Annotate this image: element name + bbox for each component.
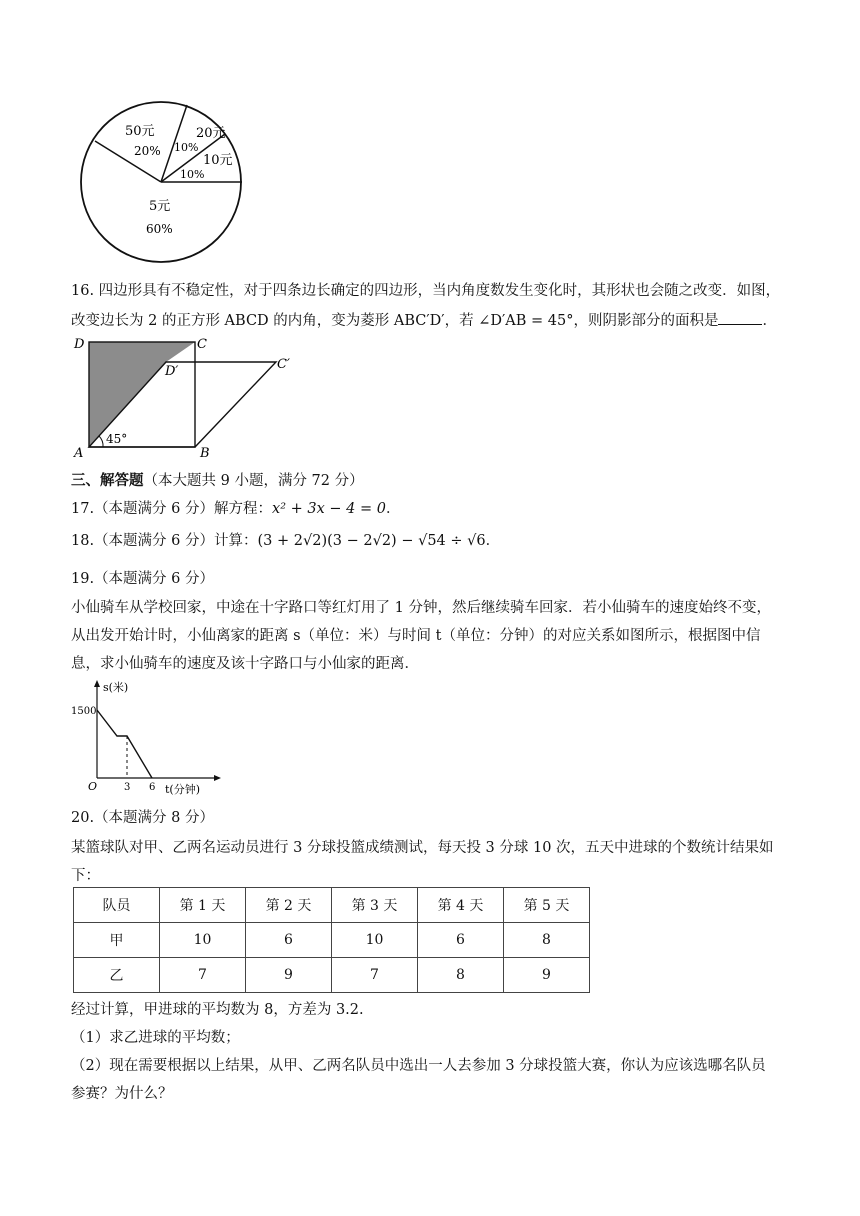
q16-line2 (71, 309, 777, 330)
table-cell: 7 (332, 958, 418, 993)
x-axis-label: t(分钟) (165, 783, 201, 796)
pie-label-50: 50元 (125, 124, 155, 139)
table-cell: 9 (504, 958, 590, 993)
y-axis-arrow (94, 680, 100, 687)
pie-pct-10: 10% (180, 168, 205, 181)
q20-line2: 下： (71, 868, 100, 884)
table-header-cell: 第 2 天 (246, 888, 332, 923)
table-row (74, 958, 590, 993)
x-axis-arrow (214, 775, 221, 781)
y-axis-label: s(米) (103, 681, 129, 694)
table-cell: 6 (418, 923, 504, 958)
table-header-cell: 第 1 天 (160, 888, 246, 923)
table-header-cell: 队员 (74, 888, 160, 923)
q18 (71, 529, 500, 550)
pie-label-5: 5元 (149, 199, 171, 214)
table-cell: 6 (246, 923, 332, 958)
label-D: D (74, 337, 85, 352)
q19-header: 19.（本题满分 6 分） (71, 571, 215, 587)
q20-sub2-line2: 参赛？为什么？ (71, 1086, 173, 1102)
pie-pct-50: 20% (134, 144, 161, 158)
table-header-cell: 第 5 天 (504, 888, 590, 923)
table-cell: 8 (418, 958, 504, 993)
q16-line1: 16. 四边形具有不稳定性，对于四条边长确定的四边形，当内角度数发生变化时，其形状也会随之改变．如图， (71, 283, 781, 299)
section-note: （本大题共 9 小题，满分 72 分） (143, 473, 364, 489)
q17-equation: x² + 3x − 4 = 0 (272, 501, 386, 517)
table-cell: 7 (160, 958, 246, 993)
pie-label-20: 20元 (196, 126, 226, 141)
shaded-region (89, 342, 195, 447)
pie-pct-5: 60% (146, 222, 173, 236)
q18-prefix: 18.（本题满分 6 分）计算： (71, 533, 258, 549)
x-tick-3: 3 (124, 782, 131, 793)
section-heading (71, 469, 364, 490)
label-B: B (200, 446, 210, 460)
angle-arc (99, 436, 103, 447)
table-row (74, 923, 590, 958)
label-C: C (197, 337, 207, 352)
q17-suffix: ． (385, 501, 401, 517)
q16-line2-text: 改变边长为 2 的正方形 ABCD 的内角，变为菱形 ABC′D′，若 ∠D′AB = 45°，则阴影部分的面积是 (71, 313, 719, 329)
q17 (71, 497, 400, 518)
table-cell: 甲 (74, 923, 160, 958)
table-cell: 10 (332, 923, 418, 958)
q20-sub2-line1: （2）现在需要根据以上结果，从甲、乙两名队员中选出一人去参加 3 分球投篮大赛，你认为应该选哪名队员 (71, 1058, 766, 1074)
q16-line2-end: ． (762, 313, 777, 329)
q20-header: 20.（本题满分 8 分） (71, 810, 215, 826)
section-title: 三、解答题 (71, 472, 144, 489)
pie-label-10: 10元 (203, 153, 233, 168)
q18-expression: (3 + 2√2)(3 − 2√2) − √54 ÷ √6 (257, 533, 486, 549)
table-cell: 乙 (74, 958, 160, 993)
score-table (73, 887, 590, 993)
q20-sub1: （1）求乙进球的平均数； (71, 1030, 240, 1046)
pie-pct-20: 10% (174, 141, 199, 154)
table-cell: 10 (160, 923, 246, 958)
angle-label: 45° (106, 432, 128, 446)
q19-line2: 从出发开始计时，小仙离家的距离 s（单位：米）与时间 t（单位：分钟）的对应关系如图所示，根据图中信 (71, 628, 761, 644)
q19-line3: 息，求小仙骑车的速度及该十字路口与小仙家的距离． (71, 656, 419, 672)
graph-line (97, 710, 152, 778)
table-header-row (74, 888, 590, 923)
origin-label: O (88, 780, 98, 793)
q17-prefix: 17.（本题满分 6 分）解方程： (71, 501, 273, 517)
answer-blank (718, 310, 762, 325)
q18-suffix: ． (485, 533, 501, 549)
table-cell: 8 (504, 923, 590, 958)
label-A: A (74, 446, 84, 460)
label-D-prime: D′ (165, 364, 179, 379)
q19-line1: 小仙骑车从学校回家，中途在十字路口等红灯用了 1 分钟，然后继续骑车回家．若小仙骑车的速度始终不变， (71, 600, 771, 616)
table-header-cell: 第 4 天 (418, 888, 504, 923)
q20-line1: 某篮球队对甲、乙两名运动员进行 3 分球投篮成绩测试，每天投 3 分球 10 次，五天中进球的个数统计结果如 (71, 840, 774, 856)
distance-time-graph (70, 678, 240, 798)
q20-after: 经过计算，甲进球的平均数为 8，方差为 3.2. (71, 1002, 364, 1018)
x-tick-6: 6 (149, 782, 156, 793)
pie-chart (70, 98, 260, 266)
table-cell: 9 (246, 958, 332, 993)
label-C-prime: C′ (277, 357, 290, 372)
table-header-cell: 第 3 天 (332, 888, 418, 923)
rhombus-figure (70, 335, 300, 460)
y-tick-1500: 1500 (71, 706, 97, 717)
